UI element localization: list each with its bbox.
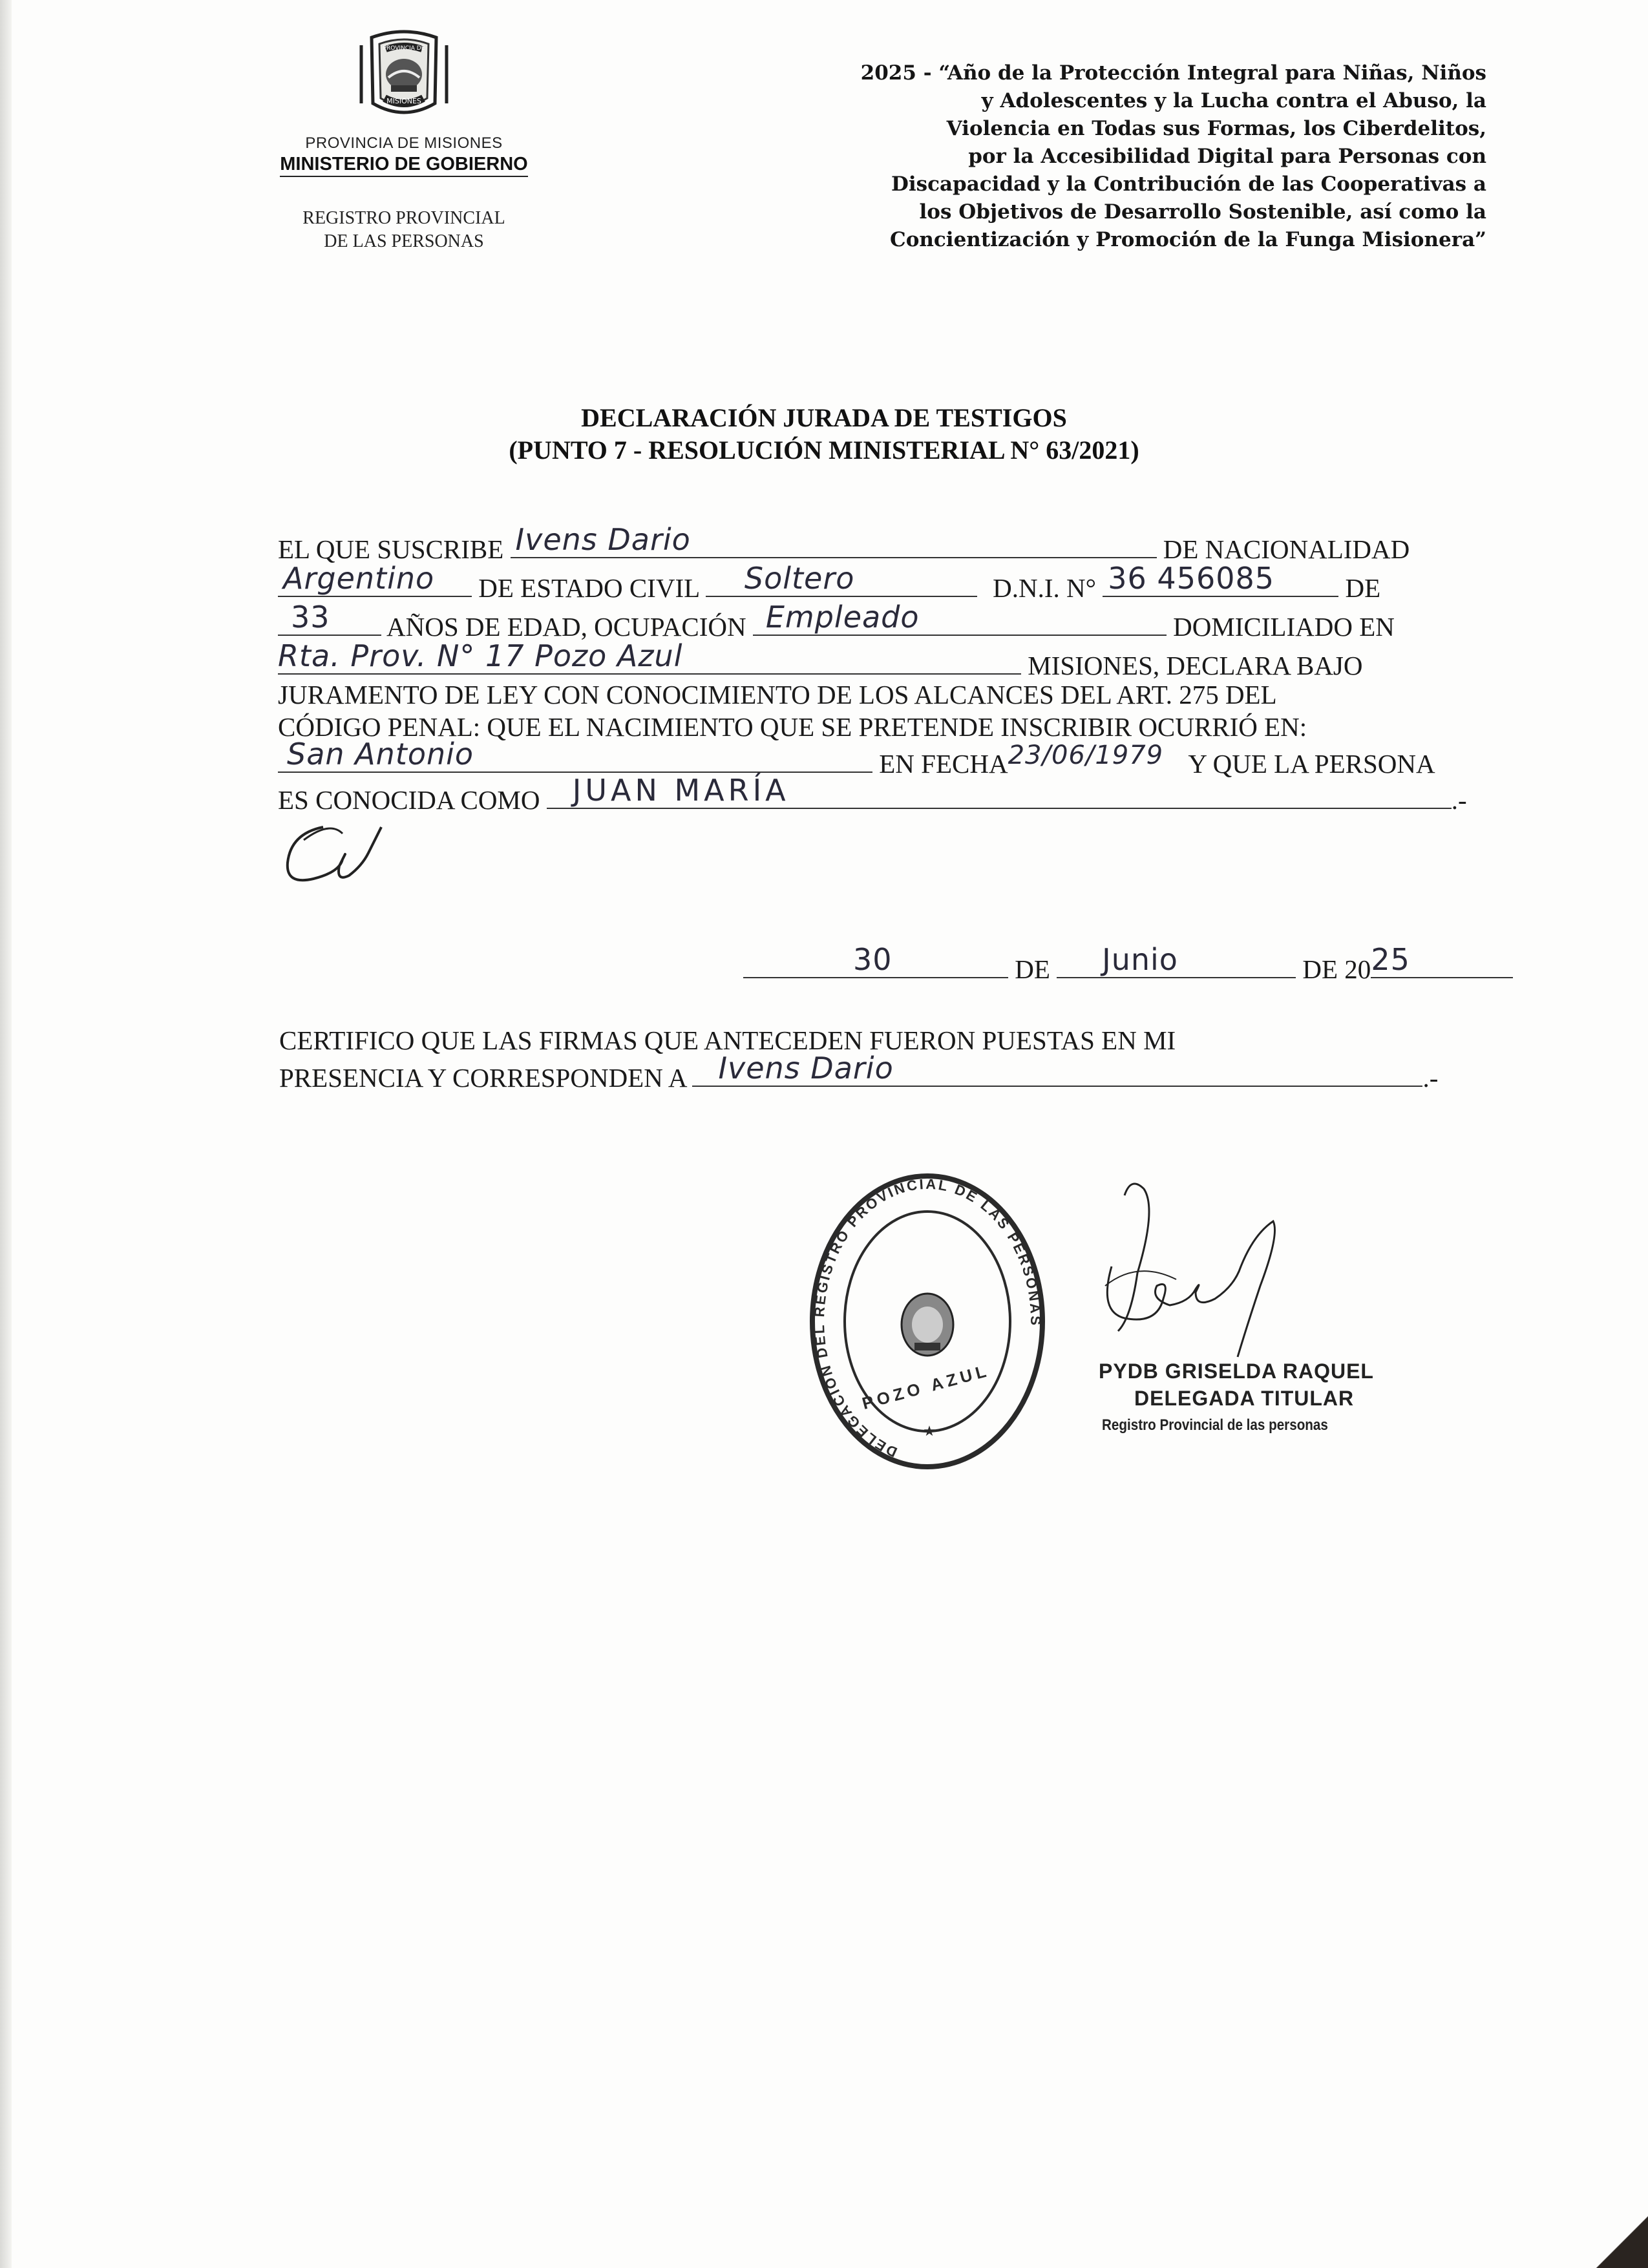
dni-field[interactable]	[1103, 561, 1338, 597]
line-end-mark: .-	[1422, 1063, 1439, 1093]
handwritten-value: Rta. Prov. N° 17 Pozo Azul	[278, 638, 683, 673]
day-field[interactable]	[743, 942, 1008, 978]
motto-line: Discapacidad y la Contribución de las Cooperativas a	[891, 173, 1486, 196]
handwritten-value: 33	[291, 600, 330, 635]
label: AÑOS DE EDAD, OCUPACIÓN	[386, 612, 746, 642]
known-as-field[interactable]	[547, 773, 1452, 809]
label: DE	[1345, 573, 1381, 603]
official-title: DELEGADA TITULAR	[1134, 1387, 1355, 1410]
certified-name-field[interactable]	[692, 1051, 1422, 1087]
label: EL QUE SUSCRIBE	[278, 534, 504, 564]
birth-date-field[interactable]	[1008, 740, 1183, 773]
handwritten-value: Ivens Dario	[718, 1051, 894, 1086]
handwritten-value: 30	[853, 942, 893, 977]
handwritten-value: San Antonio	[287, 737, 474, 772]
birth-place-field[interactable]	[278, 737, 872, 773]
month-field[interactable]	[1057, 942, 1296, 978]
address-field[interactable]	[278, 638, 1021, 675]
crest-bottom-text: MISIONES	[386, 97, 421, 105]
title-line-1: DECLARACIÓN JURADA DE TESTIGOS	[581, 403, 1067, 432]
ministry-name: MINISTERIO DE GOBIERNO	[280, 154, 527, 177]
handwritten-value: Argentino	[283, 561, 435, 596]
handwritten-value: 36 456085	[1108, 561, 1275, 596]
label: DE	[1015, 954, 1050, 984]
stamp-location: POZO AZUL	[860, 1360, 992, 1414]
handwritten-value: 25	[1371, 942, 1410, 977]
motto-line: los Objetivos de Desarrollo Sostenible, así como la	[919, 200, 1486, 224]
official-year-motto	[646, 59, 1486, 254]
title-line-2: (PUNTO 7 - RESOLUCIÓN MINISTERIAL N° 63/2021)	[509, 436, 1139, 465]
province-name: PROVINCIA DE MISIONES	[305, 134, 503, 152]
motto-line: 2025 - “Año de la Protección Integral para Niñas, Niños	[860, 61, 1486, 85]
certification-line-2	[279, 1051, 1439, 1094]
label: MISIONES, DECLARA BAJO	[1028, 651, 1363, 680]
handwritten-value: Soltero	[744, 561, 855, 596]
form-line-juramento: JURAMENTO DE LEY CON CONOCIMIENTO DE LOS ALCANCES DEL ART. 275 DEL	[278, 680, 1277, 709]
label: ES CONOCIDA COMO	[278, 785, 540, 815]
stamp-star-icon: ★	[923, 1423, 936, 1439]
province-crest-icon	[352, 26, 456, 123]
motto-line: Concientización y Promoción de la Funga Misionera”	[890, 228, 1486, 251]
registry-line-2: DE LAS PERSONAS	[324, 231, 484, 251]
declarant-name-field[interactable]	[511, 522, 1157, 558]
scan-left-edge	[0, 0, 12, 2268]
form-line-codigo-penal: CÓDIGO PENAL: QUE EL NACIMIENTO QUE SE PRETENDE INSCRIBIR OCURRIÓ EN:	[278, 712, 1307, 742]
official-name: PYDB GRISELDA RAQUEL	[1099, 1360, 1374, 1383]
declarant-signature-icon	[278, 814, 407, 898]
stamp-ring-text: DELEGACIÓN DEL REGISTRO PROVINCIAL DE LAS PERSONAS	[810, 1175, 1044, 1461]
label: DOMICILIADO EN	[1173, 612, 1395, 642]
civil-status-field[interactable]	[706, 561, 977, 597]
scan-corner-shadow	[1590, 2210, 1648, 2268]
handwritten-value: 23/06/1979	[1008, 740, 1164, 770]
label: DE 20	[1302, 954, 1371, 984]
document-title	[0, 402, 1648, 467]
registry-name	[252, 207, 556, 253]
motto-line: Violencia en Todas sus Formas, los Ciberdelitos,	[946, 117, 1486, 140]
handwritten-value: JUAN MARÍA	[572, 773, 790, 808]
label: Y QUE LA PERSONA	[1188, 749, 1435, 779]
nationality-field[interactable]	[278, 561, 472, 597]
form-line-date	[743, 942, 1513, 985]
label: PRESENCIA Y CORRESPONDEN A	[279, 1063, 686, 1093]
registry-line-1: REGISTRO PROVINCIAL	[302, 208, 505, 228]
label: EN FECHA	[879, 749, 1008, 779]
form-line-address	[278, 638, 1363, 682]
stamp-crest-icon	[902, 1294, 953, 1356]
official-organization: Registro Provincial de las personas	[1102, 1416, 1328, 1434]
motto-line: y Adolescentes y la Lucha contra el Abuso, la	[981, 89, 1486, 112]
handwritten-value: Ivens Dario	[515, 522, 691, 557]
certification-line-1: CERTIFICO QUE LAS FIRMAS QUE ANTECEDEN FUERON PUESTAS EN MI	[279, 1025, 1176, 1055]
line-end-mark: .-	[1451, 785, 1467, 815]
age-field[interactable]	[278, 600, 381, 636]
year-field[interactable]	[1371, 942, 1513, 978]
handwritten-value: Junio	[1102, 942, 1178, 977]
label: DE NACIONALIDAD	[1163, 534, 1410, 564]
label: DE ESTADO CIVIL	[478, 573, 699, 603]
official-signature-icon	[1086, 1170, 1357, 1363]
occupation-field[interactable]	[753, 600, 1167, 636]
form-line-birthplace	[278, 737, 1435, 780]
registry-stamp	[801, 1170, 1053, 1473]
crest-top-text: PROVINCIA DE	[383, 45, 425, 52]
label: D.N.I. N°	[993, 573, 1097, 603]
motto-line: por la Accesibilidad Digital para Personas con	[968, 145, 1486, 168]
handwritten-value: Empleado	[765, 600, 920, 635]
form-line-known-as	[278, 773, 1467, 816]
ministry-header	[252, 134, 556, 177]
